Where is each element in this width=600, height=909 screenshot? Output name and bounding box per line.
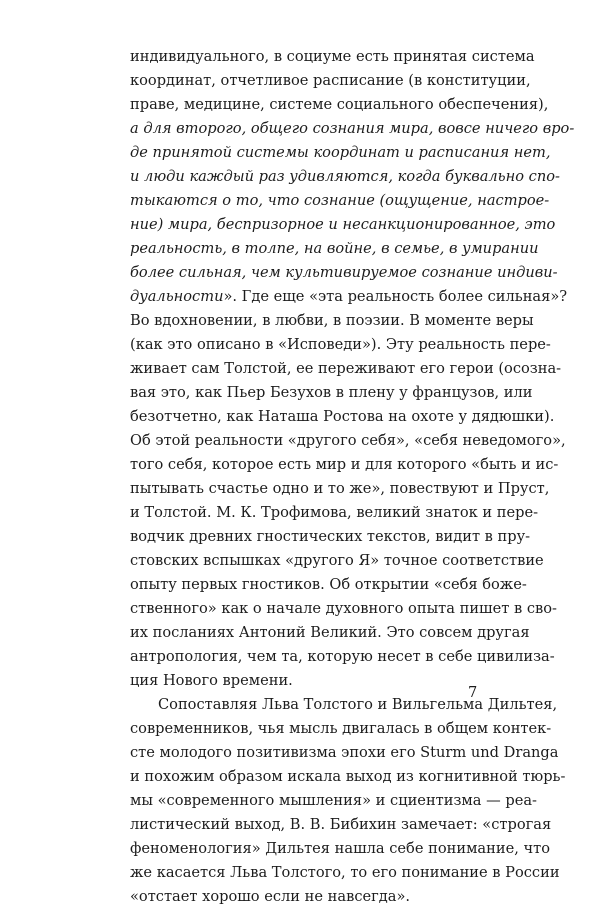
text-line — [130, 717, 552, 741]
italic-text: а для второго, общего сознания мира, вовсе ничего вро- — [130, 120, 575, 137]
text-line — [130, 117, 575, 141]
text-segment: стовских вспышках «другого Я» точное соответствие — [130, 552, 544, 569]
text-segment: ция Нового времени. — [130, 672, 293, 689]
text-segment: Сопоставляя Льва Толстого и Вильгельма Дильтея, — [158, 696, 558, 713]
text-segment: индивидуального, в социуме есть принятая система — [130, 48, 535, 65]
text-line — [130, 333, 551, 357]
italic-text: тыкаются о то, что сознание (ощущение, настрое- — [130, 192, 550, 209]
italic-text: реальность, в толпе, на войне, в семье, в умирании — [130, 240, 539, 257]
text-line — [130, 141, 551, 165]
text-segment: ». Где еще «эта реальность более сильная»? — [223, 288, 568, 305]
text-line — [130, 45, 535, 69]
text-segment: Об этой реальности «другого себя», «себя неведомого», — [130, 432, 566, 449]
text-segment: опыту первых гностиков. Об открытии «себя боже- — [130, 576, 527, 593]
text-line — [130, 885, 480, 909]
paragraph — [130, 693, 566, 909]
text-segment: феноменология» Дильтея нашла себе понимание, что — [130, 840, 551, 857]
text-segment: же касается Льва Толстого, то его понимание в России — [130, 864, 560, 881]
text-segment: «отстает хорошо если не навсегда». — [130, 888, 411, 905]
text-line — [130, 669, 480, 693]
text-line — [130, 405, 555, 429]
text-segment: координат, отчетливое расписание (в конституции, — [130, 72, 531, 89]
text-segment: современников, чья мысль двигалась в общем контек- — [130, 720, 552, 737]
text-segment: вая это, как Пьер Безухов в плену у французов, или — [130, 384, 533, 401]
italic-text: дуальности — [130, 288, 224, 305]
text-segment: Во вдохновении, в любви, в поэзии. В моменте веры — [130, 312, 534, 329]
text-line — [130, 213, 556, 237]
text-line — [130, 741, 559, 765]
text-segment: (как это описано в «Исповеди»). Эту реальность пере- — [130, 336, 551, 353]
text-segment: безотчетно, как Наташа Ростова на охоте у дядюшки). — [130, 408, 555, 425]
text-line — [130, 285, 568, 309]
text-line — [130, 525, 531, 549]
text-line — [130, 237, 539, 261]
text-line — [130, 861, 560, 885]
italic-text: ние) мира, беспризорное и несанкционированное, это — [130, 216, 556, 233]
text-line — [130, 597, 557, 621]
italic-text: более сильная, чем культивируемое сознание индиви- — [130, 264, 558, 281]
text-line — [130, 549, 544, 573]
italic-text: и люди каждый раз удивляются, когда буквально спо- — [130, 168, 560, 185]
text-segment: праве, медицине, системе социального обеспечения), — [130, 96, 549, 113]
text-segment: их посланиях Антоний Великий. Это совсем другая — [130, 624, 530, 641]
text-line — [130, 189, 550, 213]
text-segment: ственного» как о начале духовного опыта пишет в сво- — [130, 600, 557, 617]
text-line — [130, 789, 537, 813]
italic-text: де принятой системы координат и расписания нет, — [130, 144, 551, 161]
paragraph — [130, 45, 575, 693]
text-line — [130, 621, 530, 645]
text-line — [130, 165, 560, 189]
text-line — [130, 645, 555, 669]
text-segment: мы «современного мышления» и сциентизма — реа- — [130, 792, 537, 809]
text-line — [130, 837, 551, 861]
body-text — [130, 45, 575, 909]
text-line — [130, 429, 566, 453]
text-line — [130, 573, 527, 597]
text-line — [130, 93, 549, 117]
page-number: 7 — [468, 684, 478, 701]
text-line — [130, 309, 534, 333]
text-segment: антропология, чем та, которую несет в себе цивилиза- — [130, 648, 555, 665]
text-segment: живает сам Толстой, ее переживают его герои (осозна- — [130, 360, 562, 377]
text-line — [130, 813, 552, 837]
text-segment: листический выход, В. В. Бибихин замечает: «строгая — [130, 816, 552, 833]
text-segment: и похожим образом искала выход из когнитивной тюрь- — [130, 768, 566, 785]
text-segment: того себя, которое есть мир и для которого «быть и ис- — [130, 456, 559, 473]
text-line — [130, 765, 566, 789]
text-line — [130, 357, 562, 381]
text-line — [130, 501, 539, 525]
text-line — [130, 261, 558, 285]
text-line — [130, 693, 558, 717]
text-line — [130, 477, 550, 501]
text-line — [130, 381, 533, 405]
text-segment: водчик древних гностических текстов, видит в пру- — [130, 528, 531, 545]
text-segment: сте молодого позитивизма эпохи его Sturm und Dranga — [130, 744, 559, 761]
text-line — [130, 453, 559, 477]
text-segment: пытывать счастье одно и то же», повествуют и Пруст, — [130, 480, 550, 497]
text-line — [130, 69, 531, 93]
text-segment: и Толстой. М. К. Трофимова, великий знаток и пере- — [130, 504, 539, 521]
